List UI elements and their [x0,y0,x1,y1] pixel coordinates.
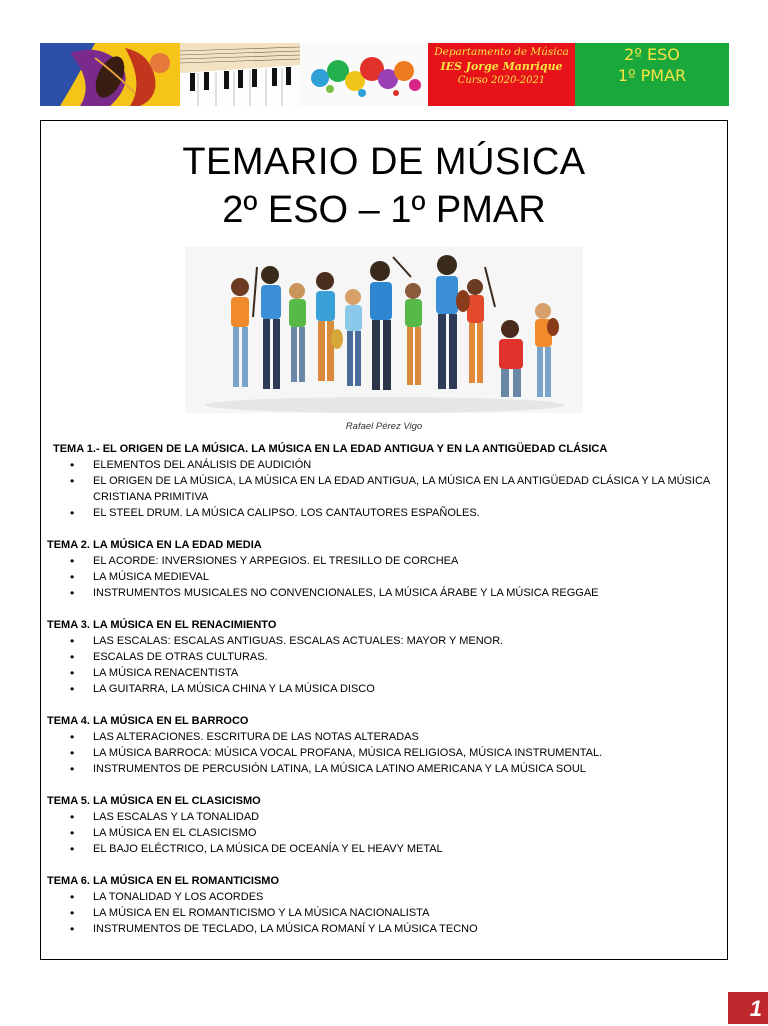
level-pmar: 1º PMAR [617,66,687,85]
piano-sheet-music-image [180,43,300,106]
tema-heading: TEMA 1.- EL ORIGEN DE LA MÚSICA. LA MÚSICA EN LA EDAD ANTIGUA Y EN LA ANTIGÜEDAD CLÁSICA [53,443,608,455]
list-item: • LAS ESCALAS Y LA TONALIDAD [93,809,723,825]
photo-caption: Rafael Pérez Vigo [345,421,423,432]
list-item: • LA MÚSICA RENACENTISTA [93,665,723,681]
list-item: • LAS ALTERACIONES. ESCRITURA DE LAS NOTAS ALTERADAS [93,729,723,745]
tema-items [47,457,723,521]
list-item: • EL BAJO ELÉCTRICO, LA MÚSICA DE OCEANÍA Y EL HEAVY METAL [93,841,723,857]
list-item: • ELEMENTOS DEL ANÁLISIS DE AUDICIÓN [93,457,723,473]
list-item: • LA GUITARRA, LA MÚSICA CHINA Y LA MÚSICA DISCO [93,681,723,697]
tema-items [47,889,723,937]
tema-heading: TEMA 6. LA MÚSICA EN EL ROMANTICISMO [47,875,280,887]
tema-heading: TEMA 2. LA MÚSICA EN LA EDAD MEDIA [47,539,262,551]
list-item: • ESCALAS DE OTRAS CULTURAS. [93,649,723,665]
syllabus-frame [40,120,728,960]
tema-heading: TEMA 5. LA MÚSICA EN EL CLASICISMO [47,795,261,807]
list-item: • LA MÚSICA MEDIEVAL [93,569,723,585]
school-name: IES Jorge Manrique [440,60,563,73]
header-banner [40,43,729,106]
level-info [575,43,729,106]
list-item: • LA TONALIDAD Y LOS ACORDES [93,889,723,905]
tema-items [47,729,723,777]
list-item: • EL STEEL DRUM. LA MÚSICA CALIPSO. LOS CANTAUTORES ESPAÑOLES. [93,505,723,521]
list-item: • LA MÚSICA EN EL ROMANTICISMO Y LA MÚSICA NACIONALISTA [93,905,723,921]
department-info [428,43,575,106]
list-item: • INSTRUMENTOS MUSICALES NO CONVENCIONALES, LA MÚSICA ÁRABE Y LA MÚSICA REGGAE [93,585,723,601]
list-item: • INSTRUMENTOS DE PERCUSIÓN LATINA, LA MÚSICA LATINO AMERICANA Y LA MÚSICA SOUL [93,761,723,777]
tema-heading: TEMA 4. LA MÚSICA EN EL BARROCO [47,715,249,727]
list-item: • LAS ESCALAS: ESCALAS ANTIGUAS. ESCALAS ACTUALES: MAYOR Y MENOR. [93,633,723,649]
list-item: • EL ACORDE: INVERSIONES Y ARPEGIOS. EL TRESILLO DE CORCHEA [93,553,723,569]
kids-with-instruments-photo [185,247,583,413]
department-name: Departamento de Música [434,46,569,58]
level-eso: 2º ESO [624,45,680,64]
list-item: • EL ORIGEN DE LA MÚSICA, LA MÚSICA EN LA EDAD ANTIGUA, LA MÚSICA EN LA ANTIGÜEDAD CLÁSICA Y LA MÚSICA CRISTIANA PRIMITIVA [93,473,723,505]
course-year: Curso 2020-2021 [457,75,546,86]
page-number: 1 [728,992,768,1024]
syllabus-list [47,441,723,937]
tema-items [47,553,723,601]
page-title: TEMARIO DE MÚSICA [182,141,586,183]
list-item: • LA MÚSICA BARROCA: MÚSICA VOCAL PROFANA, MÚSICA RELIGIOSA, MÚSICA INSTRUMENTAL. [93,745,723,761]
colorful-splash-image [300,43,428,106]
list-item: • INSTRUMENTOS DE TECLADO, LA MÚSICA ROMANÍ Y LA MÚSICA TECNO [93,921,723,937]
tema-items [47,809,723,857]
violin-face-art-image [40,43,180,106]
tema-heading: TEMA 3. LA MÚSICA EN EL RENACIMIENTO [47,619,277,631]
list-item: • LA MÚSICA EN EL CLASICISMO [93,825,723,841]
page-subtitle: 2º ESO – 1º PMAR [222,189,546,231]
tema-items [47,633,723,697]
